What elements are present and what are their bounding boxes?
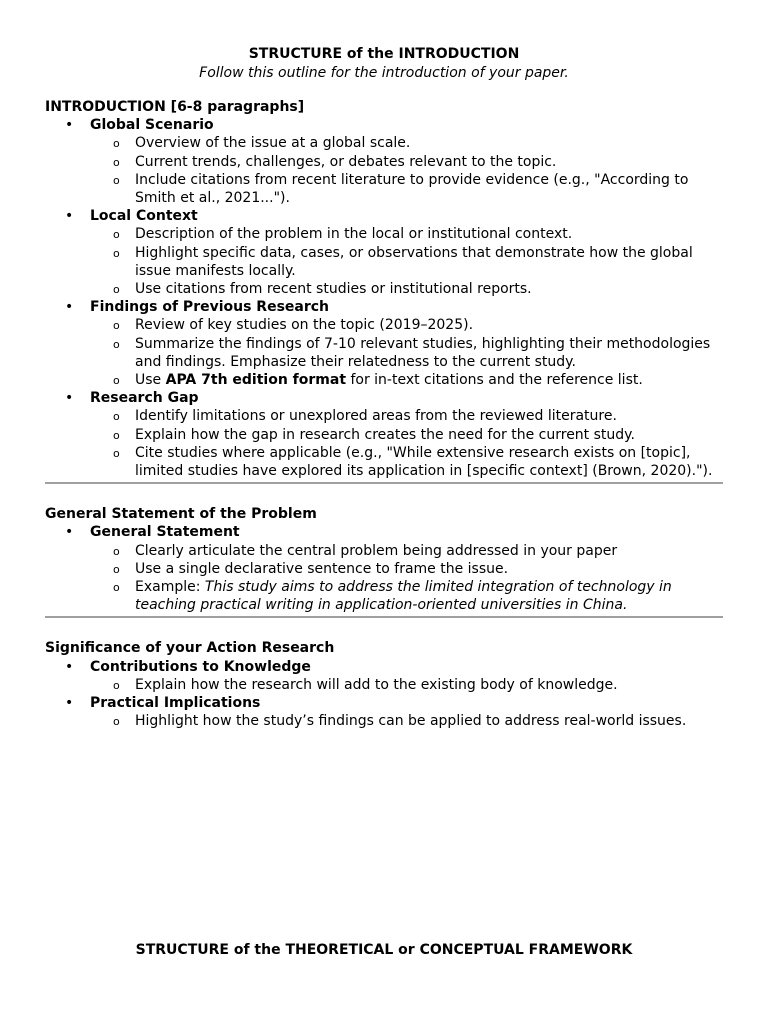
list-item: o Highlight how the study’s findings can be applied to address real-world issues. <box>45 712 723 730</box>
list-item: o Review of key studies on the topic (2019–2025). <box>45 316 723 334</box>
document-body <box>45 98 723 731</box>
apa-format-emphasis: APA 7th edition format <box>165 372 347 389</box>
bullet-global-scenario: • Global Scenario <box>45 116 723 134</box>
list-item: o Overview of the issue at a global scale. <box>45 134 723 152</box>
framework-section-title: STRUCTURE of the THEORETICAL or CONCEPTUAL FRAMEWORK <box>135 942 633 958</box>
bullet-previous-research: • Findings of Previous Research <box>45 298 723 316</box>
page-subtitle: Follow this outline for the introduction of your paper. <box>199 65 569 81</box>
list-item: o Description of the problem in the local or institutional context. <box>45 225 723 243</box>
list-item: o Explain how the gap in research creates the need for the current study. <box>45 426 723 444</box>
list-item: o Use citations from recent studies or institutional reports. <box>45 280 723 298</box>
list-item: o Explain how the research will add to the existing body of knowledge. <box>45 676 723 694</box>
list-item: o Identify limitations or unexplored areas from the reviewed literature. <box>45 407 723 425</box>
problem-heading: General Statement of the Problem <box>45 506 317 523</box>
apa-prefix: Use <box>135 372 166 389</box>
list-item: o Highlight specific data, cases, or observations that demonstrate how the global issue manifests locally. <box>45 244 723 280</box>
example-text: This study aims to address the limited integration of technology in teaching practical writing in application-oriented universities in China. <box>135 579 672 614</box>
bullet-practical-implications: • Practical Implications <box>45 694 723 712</box>
bullet-research-gap: • Research Gap <box>45 389 723 407</box>
example-label: Example: <box>135 579 205 596</box>
bullet-contributions: • Contributions to Knowledge <box>45 658 723 676</box>
list-item: o Use a single declarative sentence to frame the issue. <box>45 560 723 578</box>
list-item-apa <box>45 371 723 389</box>
apa-suffix: for in-text citations and the reference list. <box>346 372 643 389</box>
list-item-example <box>45 578 723 614</box>
page-title: STRUCTURE of the INTRODUCTION <box>248 46 520 62</box>
bullet-general-statement: • General Statement <box>45 523 723 541</box>
introduction-heading: INTRODUCTION [6-8 paragraphs] <box>45 99 305 115</box>
significance-heading: Significance of your Action Research <box>45 640 335 657</box>
list-item: o Clearly articulate the central problem being addressed in your paper <box>45 542 723 560</box>
list-item: o Include citations from recent literature to provide evidence (e.g., "According to Smith et al., 2021..."). <box>45 171 723 207</box>
list-item: o Current trends, challenges, or debates relevant to the topic. <box>45 153 723 171</box>
list-item: o Summarize the findings of 7-10 relevant studies, highlighting their methodologies and findings. Emphasize their relatedness to the current study. <box>45 335 723 371</box>
bullet-local-context: • Local Context <box>45 207 723 225</box>
list-item: o Cite studies where applicable (e.g., "While extensive research exists on [topic], limited studies have explored its application in [specific context] (Brown, 2020)."). <box>45 444 723 480</box>
